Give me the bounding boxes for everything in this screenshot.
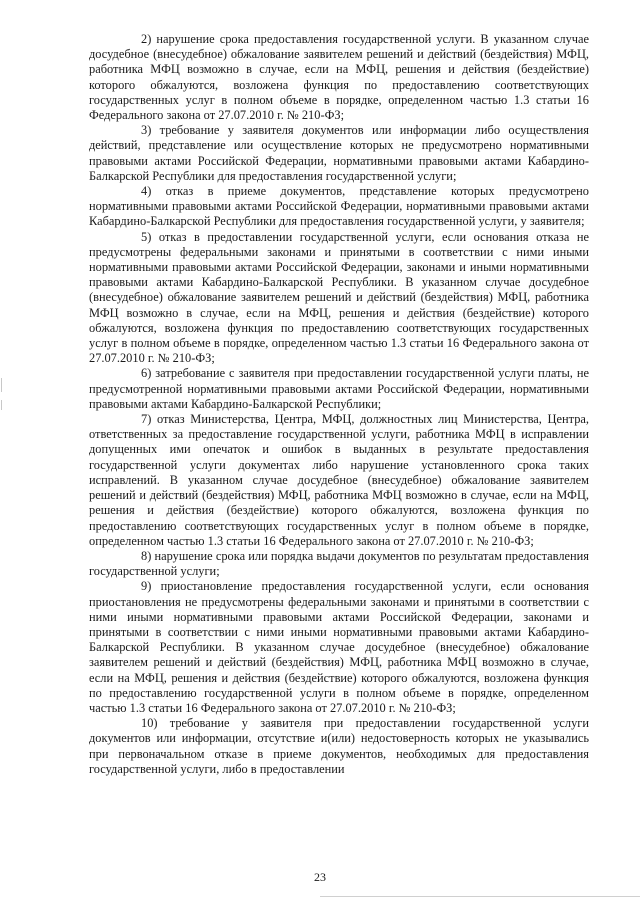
paragraph-item-8: 8) нарушение срока или порядка выдачи документов по результатам предоставления государственной услуги; (89, 548, 589, 579)
paragraph-item-5: 5) отказ в предоставлении государственной услуги, если основания отказа не предусмотрены федеральными законами и принятыми в соответствии с ними иными нормативными правовыми актами Российской Федерации, законами и иными нормативными правовыми актами Кабардино-Балкарской Республики. В указанном случае досудебное (внесудебное) обжалование заявителем решений и действий (бездействия) МФЦ, работника МФЦ возможно в случае, если на МФЦ, решения и действия (бездействие) которого обжалуются, возложена функция по предоставлению соответствующих государственных услуг в полном объеме в порядке, определенном частью 1.3 статьи 16 Федерального закона от 27.07.2010 г. № 210-ФЗ; (89, 229, 589, 366)
paragraph-item-9: 9) приостановление предоставления государственной услуги, если основания приостановления не предусмотрены федеральными законами и принятыми в соответствии с ними иными нормативными правовыми актами Российской Федерации, законами и принятыми в соответствии с ними иными нормативными правовыми актами Кабардино-Балкарской Республики. В указанном случае досудебное (внесудебное) обжалование заявителем решений и действий (бездействия) МФЦ, работника МФЦ возможно в случае, если на МФЦ, решения и действия (бездействие) которого обжалуются, возложена функция по предоставлению государственной услуги в полном объеме в порядке, определенном частью 1.3 статьи 16 Федерального закона от 27.07.2010 г. № 210-ФЗ; (89, 579, 589, 715)
document-body (89, 32, 589, 777)
scan-margin-mark (1, 378, 2, 392)
paragraph-item-10: 10) требование у заявителя при предоставлении государственной услуги документов или информации, отсутствие и(или) недостоверность которых не указывались при первоначальном отказе в приеме документов, необходимых для предоставления государственной услуги, либо в предоставлении (89, 716, 589, 776)
paragraph-item-2: 2) нарушение срока предоставления государственной услуги. В указанном случае досудебное (внесудебное) обжалование заявителем решений и действий (бездействия) МФЦ, работника МФЦ возможно в случае, если на МФЦ, решения и действия (бездействие) которого обжалуются, возложена функция по предоставлению соответствующих государственных услуг в полном объеме в порядке, определенном частью 1.3 статьи 16 Федерального закона от 27.07.2010 г. № 210-ФЗ; (89, 32, 589, 123)
paragraph-item-7: 7) отказ Министерства, Центра, МФЦ, должностных лиц Министерства, Центра, ответственных за предоставление государственной услуги, работника МФЦ в исправлении допущенных ими опечаток и ошибок в выданных в результате предоставления государственной услуги документах либо нарушение установленного срока таких исправлений. В указанном случае досудебное (внесудебное) обжалование заявителем решений и действий (бездействия) МФЦ, работника МФЦ возможно в случае, если на МФЦ, решения и действия (бездействие) которого обжалуются, возложена функция по предоставлению соответствующих государственных услуг в полном объеме в порядке, определенном частью 1.3 статьи 16 Федерального закона от 27.07.2010 г. № 210-ФЗ; (89, 412, 589, 548)
page-number: 23 (314, 870, 326, 884)
paragraph-item-3: 3) требование у заявителя документов или информации либо осуществления действий, представление или осуществление которых не предусмотрено нормативными правовыми актами Российской Федерации, нормативными правовыми актами Кабардино-Балкарской Республики для предоставления государственной услуги; (89, 123, 589, 183)
paragraph-item-6: 6) затребование с заявителя при предоставлении государственной услуги платы, не предусмотренной нормативными правовыми актами Российской Федерации, нормативными правовыми актами Кабардино-Балкарской Республики; (89, 366, 589, 411)
paragraph-item-4: 4) отказ в приеме документов, представление которых предусмотрено нормативными правовыми актами Российской Федерации, нормативными правовыми актами Кабардино-Балкарской Республики для предоставления государственной услуги, у заявителя; (89, 184, 589, 229)
scan-margin-mark (1, 400, 2, 410)
scan-bottom-rule (320, 896, 640, 897)
